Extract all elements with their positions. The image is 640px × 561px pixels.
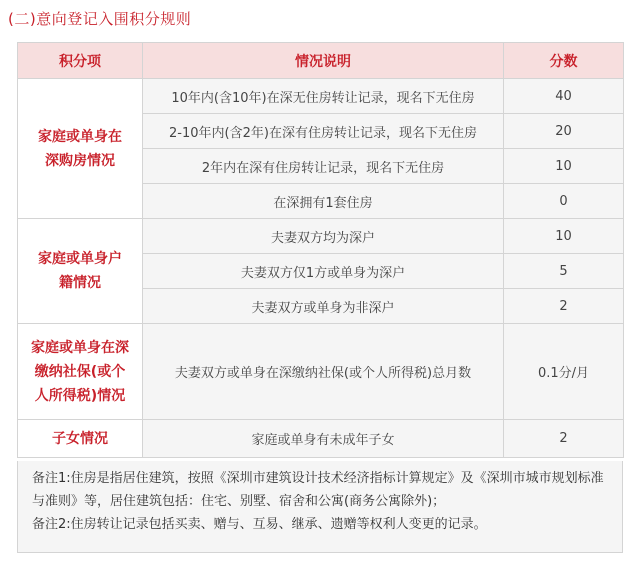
section-heading: (二)意向登记入围积分规则 [8, 10, 192, 28]
row-score: 20 [504, 114, 624, 149]
row-description: 夫妻双方或单身为非深户 [143, 289, 504, 324]
table-row [18, 420, 624, 458]
row-description: 夫妻双方或单身在深缴纳社保(或个人所得税)总月数 [143, 324, 504, 420]
header-score: 分数 [504, 43, 624, 79]
notes-box [17, 461, 623, 553]
row-description: 2年内在深有住房转让记录，现名下无住房 [143, 149, 504, 184]
row-description: 2-10年内(含2年)在深有住房转让记录，现名下无住房 [143, 114, 504, 149]
table-row [18, 324, 624, 420]
table-row [18, 79, 624, 114]
header-description: 情况说明 [143, 43, 504, 79]
row-description: 10年内(含10年)在深无住房转让记录，现名下无住房 [143, 79, 504, 114]
table-header-row [18, 43, 624, 79]
header-category: 积分项 [18, 43, 143, 79]
category-social-security: 家庭或单身在深缴纳社保(或个人所得税)情况 [18, 324, 143, 420]
row-score: 2 [504, 420, 624, 458]
row-score: 10 [504, 219, 624, 254]
note-2: 备注2:住房转让记录包括买卖、赠与、互易、继承、遗赠等权利人变更的记录。 [32, 517, 487, 532]
row-description: 在深拥有1套住房 [143, 184, 504, 219]
table-row [18, 219, 624, 254]
row-score: 0.1分/月 [504, 324, 624, 420]
row-score: 5 [504, 254, 624, 289]
row-score: 10 [504, 149, 624, 184]
row-description: 夫妻双方均为深户 [143, 219, 504, 254]
scoring-table [17, 42, 624, 458]
row-score: 2 [504, 289, 624, 324]
category-children: 子女情况 [18, 420, 143, 458]
row-score: 0 [504, 184, 624, 219]
category-hukou: 家庭或单身户籍情况 [18, 219, 143, 324]
row-description: 夫妻双方仅1方或单身为深户 [143, 254, 504, 289]
row-score: 40 [504, 79, 624, 114]
category-housing: 家庭或单身在深购房情况 [18, 79, 143, 219]
note-1: 备注1:住房是指居住建筑，按照《深圳市建筑设计技术经济指标计算规定》及《深圳市城市规划标准与准则》等，居住建筑包括：住宅、别墅、宿舍和公寓(商务公寓除外)； [32, 471, 604, 509]
row-description: 家庭或单身有未成年子女 [143, 420, 504, 458]
